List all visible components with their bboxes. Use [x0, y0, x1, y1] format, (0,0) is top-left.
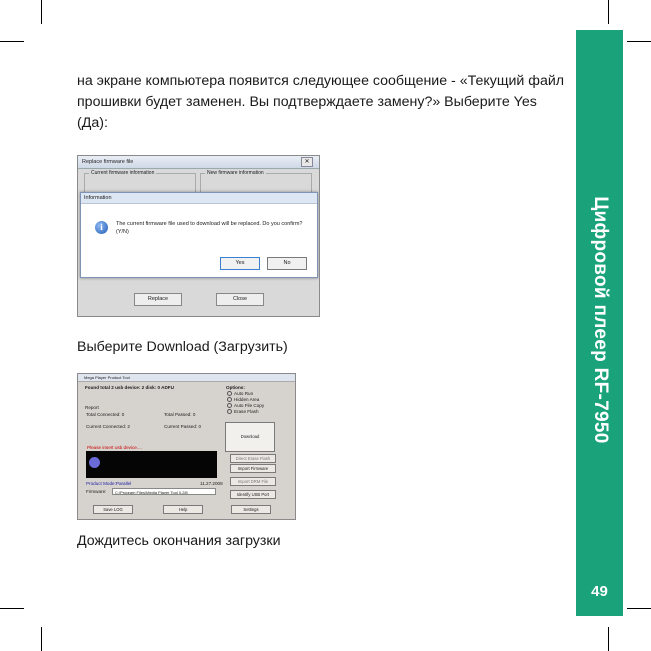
- help-button[interactable]: Help: [163, 505, 203, 514]
- crop-mark: [0, 41, 24, 42]
- dialog-message: The current firmware file used to download will be replaced. Do you confirm?(Y/N): [116, 221, 303, 235]
- close-button[interactable]: Close: [216, 293, 264, 306]
- dialog-title: Information: [81, 193, 317, 204]
- product-mode: Product Mode:Parallel: [86, 481, 132, 486]
- replace-button[interactable]: Replace: [134, 293, 182, 306]
- report-label: Report: [85, 405, 99, 410]
- crop-mark: [0, 608, 24, 609]
- options-label: Options:: [226, 385, 245, 390]
- current-firmware-label: Current firmware information: [91, 170, 155, 176]
- new-firmware-label: New firmware information: [207, 170, 264, 176]
- paragraph-wait-download: Дождитесь окончания загрузки: [77, 533, 281, 549]
- option-erase-flash[interactable]: Erase Flash: [227, 409, 259, 414]
- screenshot-replace-firmware: [77, 155, 320, 317]
- tool-date: 11.27.2008: [200, 481, 223, 486]
- device-status-icon: [89, 457, 100, 468]
- information-dialog: [80, 192, 318, 278]
- new-firmware-group: [200, 170, 312, 193]
- crop-mark: [627, 608, 651, 609]
- crop-mark: [627, 41, 651, 42]
- total-passed: Total Passed: 0: [164, 412, 196, 417]
- identify-usb-port-button[interactable]: Identify USB Port: [230, 490, 276, 499]
- crop-mark: [41, 0, 42, 24]
- window-title: Replace firmware file: [82, 159, 134, 165]
- paragraph-instruction-confirm: на экране компьютера появится следующее сообщение - «Текущий файл прошивки будет заменен. Вы подтверждаете замену?» Выберите Yes (Да):: [77, 73, 565, 131]
- yes-button[interactable]: Yes: [220, 257, 260, 270]
- info-icon: i: [95, 221, 108, 234]
- crop-mark: [41, 627, 42, 651]
- current-connected: Current Connected: 2: [86, 424, 130, 429]
- window-titlebar: [78, 156, 319, 169]
- total-connected: Total Connected: 0: [86, 412, 125, 417]
- side-tab-title: Цифровой плеер RF-7950: [589, 196, 611, 444]
- firmware-label: Firmware:: [86, 489, 107, 494]
- option-auto-run[interactable]: Auto Run: [227, 391, 253, 396]
- save-log-button[interactable]: Save LOG: [93, 505, 133, 514]
- close-icon[interactable]: ✕: [301, 157, 313, 167]
- option-auto-file-copy[interactable]: Auto File Copy: [227, 403, 264, 408]
- screenshot-product-tool: [77, 373, 296, 520]
- insert-usb-message: Please insert usb device....: [87, 445, 142, 450]
- crop-mark: [608, 627, 609, 651]
- crop-mark: [608, 0, 609, 24]
- no-button[interactable]: No: [267, 257, 307, 270]
- found-devices-text: Found total 2 usb device: 2 disk: 0 ADFU: [85, 385, 174, 390]
- current-passed: Current Passed: 0: [164, 424, 202, 429]
- download-button[interactable]: Download: [225, 422, 275, 452]
- device-panel: [86, 451, 217, 478]
- firmware-path-field[interactable]: C:\Program Files\Media Player Tool 0.28\: [112, 488, 216, 495]
- current-firmware-group: [84, 170, 196, 193]
- paragraph-select-download: Выберите Download (Загрузить): [77, 339, 288, 355]
- settings-button[interactable]: Settings: [231, 505, 271, 514]
- page-number: 49: [591, 583, 608, 600]
- option-hidden-area[interactable]: Hidden Area: [227, 397, 259, 402]
- import-firmware-button[interactable]: Import Firmware: [230, 464, 276, 473]
- side-tab: [576, 30, 623, 616]
- direct-erase-flash-button[interactable]: Direct Erase Flash: [230, 454, 276, 463]
- tool-titlebar: Mega Player Product Tool: [78, 374, 295, 382]
- import-drm-button[interactable]: Import DRM File: [230, 477, 276, 486]
